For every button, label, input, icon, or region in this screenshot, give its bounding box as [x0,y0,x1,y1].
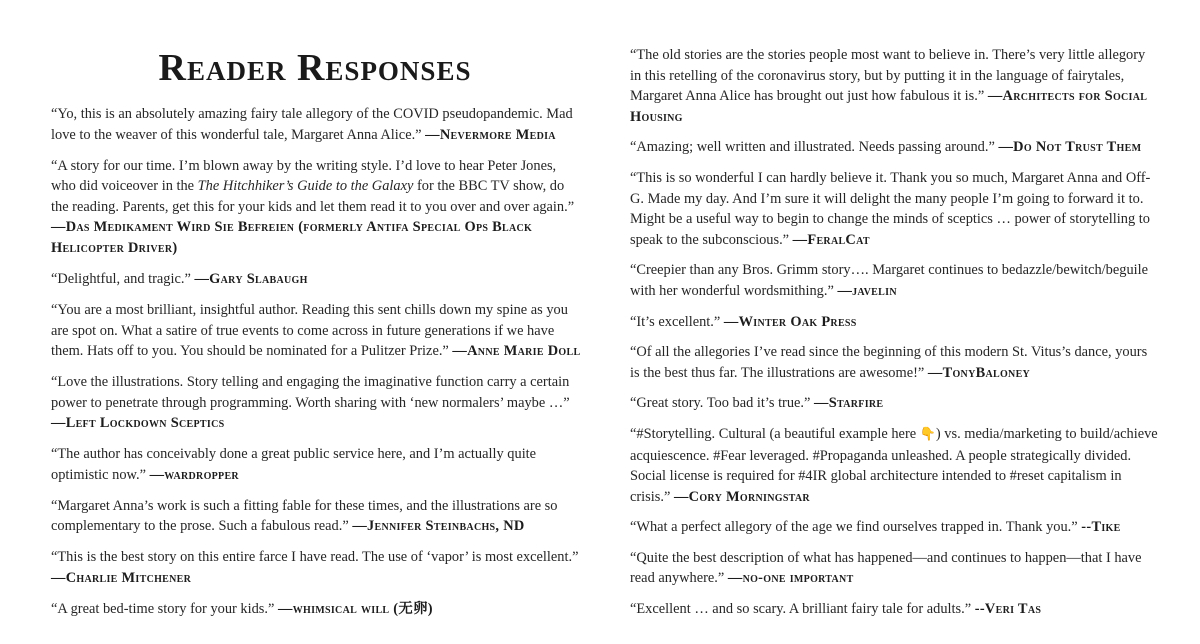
review-quote: “Amazing; well written and illustrated. Needs passing around.” —Do Not Trust Them [630,139,1142,156]
review-attribution: —Charlie Mitchener [51,570,192,587]
review-quote: “A story for our time. I’m blown away by the writing style. I’d love to hear Peter Jones, who did voiceover in the The Hitchhiker’s Guide to the Galaxy for the BBC TV show, do the reading. Parents, get this for your kids and let them read it to you over and over again.” —Das Medikament Wird Sie Befreien (formerly Antifa Special Ops Black Helicopter Driver) [51,157,575,256]
review-attribution: —Gary Slabaugh [194,270,308,287]
review-quote: “The author has conceivably done a great public service here, and I’m actually quite optimistic now.” —wardropper [51,446,537,483]
review-quote: “Creepier than any Bros. Grimm story…. Margaret continues to bedazzle/bewitch/beguile with her wonderful wordsmithing.” —javelin [630,262,1149,299]
review-attribution: —Do Not Trust Them [998,139,1142,156]
review-attribution: —Anne Marie Doll [452,343,581,360]
review-attribution: —TonyBaloney [927,364,1031,381]
review-attribution: —Nevermore Media [425,126,556,143]
review-quote: “Excellent … and so scary. A brilliant fairy tale for adults.” --Veri Tas [630,601,1042,618]
review-quote: “It’s excellent.” —Winter Oak Press [630,313,857,330]
review-attribution: —Das Medikament Wird Sie Befreien (formerly Antifa Special Ops Black Helicopter Driver) [51,219,533,256]
review-quote: “The old stories are the stories people most want to believe in. There’s very little allegory in this retelling of the coronavirus story, but by putting it in the language of fairytales, Margaret Anna Alice has brought out just how fabulous it is.” —Architects for Social Housing [630,47,1148,125]
review-quote: “#Storytelling. Cultural (a beautiful example here 👇) vs. media/marketing to build/achieve acquiescence. #Fear leveraged. #Propaganda unleashed. A people strategically divided. Social license is required for #4IR global architecture intended to #reset capitalism in crisis.” —Cory Morningstar [630,425,1158,505]
review-quote: “A great bed-time story for your kids.” —whimsical will (无卵) [51,601,433,617]
review-attribution: —FeralCat [792,231,870,248]
review-attribution: —javelin [837,282,897,299]
review-quote: “Delightful, and tragic.” —Gary Slabaugh [51,270,308,287]
pointing-down-icon: 👇 [919,426,936,442]
review-attribution: --Tike [1081,519,1121,536]
review-attribution: —Left Lockdown Sceptics [51,415,225,432]
review-attribution: —Winter Oak Press [723,313,857,330]
review-attribution: --Veri Tas [974,601,1042,618]
review-quote: “This is the best story on this entire farce I have read. The use of ‘vapor’ is most excellent.” —Charlie Mitchener [51,549,579,587]
book-title: The Hitchhiker’s Guide to the Galaxy [197,178,414,195]
review-quote: “This is so wonderful I can hardly believe it. Thank you so much, Margaret Anna and Off-G. Made my day. And I’m sure it will delight the many people I’m going to forward it to. Might be a useful way to begin to change the minds of sceptics … power of storytelling to speak to the subconscious.” —FeralCat [630,169,1151,248]
review-attribution: —Jennifer Steinbachs, ND [352,518,525,535]
review-quote: “Great story. Too bad it’s true.” —Starfire [630,395,884,412]
left-column [51,104,581,630]
review-attribution: —wardropper [149,466,239,483]
review-quote: “Quite the best description of what has happened—and continues to happen—that I have read anywhere.” —no-one important [630,549,1142,587]
review-attribution: —Architects for Social Housing [630,88,1148,125]
review-quote: “What a perfect allegory of the age we find ourselves trapped in. Thank you.” --Tike [630,519,1121,536]
review-quote: “You are a most brilliant, insightful author. Reading this sent chills down my spine as you are spot on. What a satire of true events to come across in future generations if we have them. Hats off to you. You should be nominated for a Pulitzer Prize.” —Anne Marie Doll [51,301,581,360]
review-quote: “Of all the allegories I’ve read since the beginning of this modern St. Vitus’s dance, yours is the best thus far. The illustrations are awesome!” —TonyBaloney [630,344,1148,381]
review-quote: “Yo, this is an absolutely amazing fairy tale allegory of the COVID pseudopandemic. Mad love to the weaver of this wonderful tale, Margaret Anna Alice.” —Nevermore Media [51,106,573,143]
review-attribution: —no-one important [727,570,854,587]
right-column [630,45,1160,630]
right-page [600,0,1200,644]
review-attribution: —whimsical will (无卵) [278,601,433,617]
review-quote: “Margaret Anna’s work is such a fitting fable for these times, and the illustrations are so complementary to the prose. Such a fabulous read.” —Jennifer Steinbachs, ND [51,497,558,535]
review-attribution: —Starfire [814,395,884,412]
page-title: Reader Responses [158,47,472,89]
review-attribution: —Cory Morningstar [673,488,810,505]
review-quote: “Love the illustrations. Story telling and engaging the imaginative function carry a certain power to penetrate through programming. Worth sharing with ‘new normalers’ maybe …” —Left Lockdown Sceptics [51,374,570,432]
